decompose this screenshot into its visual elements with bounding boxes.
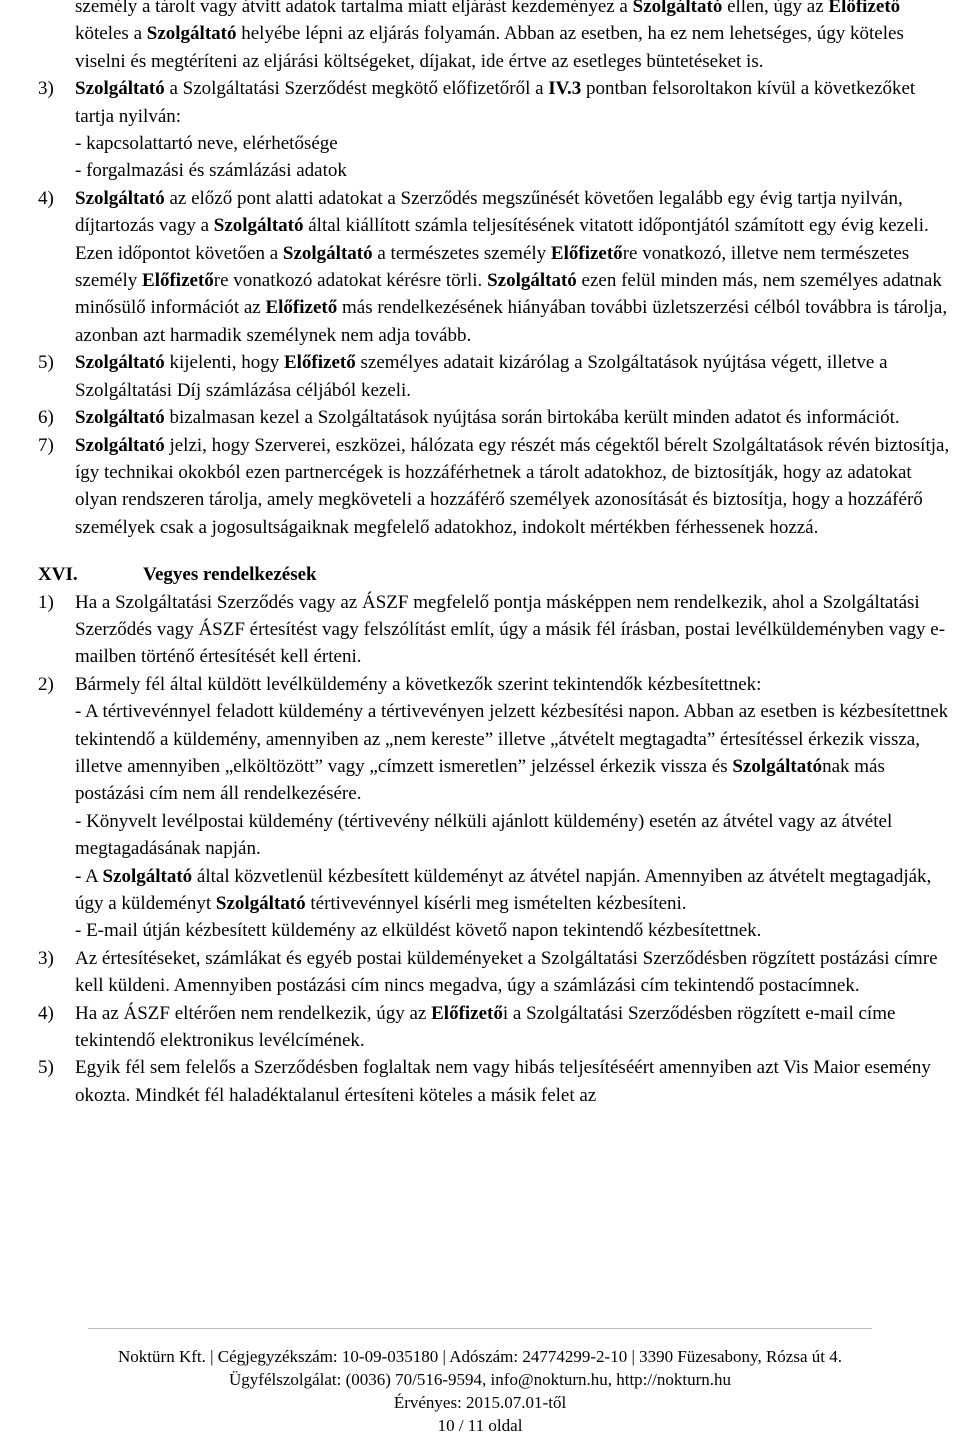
list-item-text: Szolgáltató az előző pont alatti adatokat a Szerződés megszűnését követően legalább egy évig tartja nyilván, díjtartozás vagy a Szolgáltató által kiállított számla teljesítésének vitatott időpontjától számított egy évig kezeli. Ezen időpontot követően a Szolgáltató a természetes személy Előfizetőre vonatkozó, illetve nem természetes személy Előfizetőre vonatkozó adatokat kérésre törli. Szolgáltató ezen felül minden más, nem személyes adatnak minősülő információt az Előfizető más rendelkezésének hiányában további üzletszerzési célból továbbra is tárolja, azonban azt harmadik személynek nem adja tovább. <box>75 187 948 346</box>
footer-validity-line: Érvényes: 2015.07.01-től <box>393 1393 567 1412</box>
list-item-text: Ha az ÁSZF eltérően nem rendelkezik, úgy az Előfizetői a Szolgáltatási Szerződésben rögzített e-mail címe tekintendő elektronikus levélcímének. <box>75 1002 896 1052</box>
list-item-number: 1) <box>38 591 54 613</box>
provision-item <box>38 1054 956 1109</box>
footer-contact-line: Ügyfélszolgálat: (0036) 70/516-9594, info@nokturn.hu, http://nokturn.hu <box>229 1370 731 1389</box>
data-handling-item <box>38 349 956 404</box>
list-item-text: Ha a Szolgáltatási Szerződés vagy az ÁSZF megfelelő pontja másképpen nem rendelkezik, ahol a Szolgáltatási Szerződés vagy ÁSZF értesítést vagy felszólítást említ, úgy a másik fél írásban, postai levélküldeményben vagy e-mailben történő értesítését kell érteni. <box>75 591 946 668</box>
list-item-text: Egyik fél sem felelős a Szerződésben foglaltak nem vagy hibás teljesítéséért amennyiben azt Vis Maior esemény okozta. Mindkét fél haladéktalanul értesíteni köteles a másik felet az <box>75 1057 931 1106</box>
footer-page-number: 10 / 11 oldal <box>437 1416 523 1435</box>
list-item-text: Szolgáltató bizalmasan kezel a Szolgáltatások nyújtása során birtokába került minden adatot és információt. <box>75 407 900 429</box>
data-handling-item <box>38 432 956 542</box>
list-item-number: 4) <box>38 187 54 209</box>
provision-item <box>38 589 956 671</box>
list-item-number: 6) <box>38 407 54 429</box>
list-item-text: Szolgáltató a Szolgáltatási Szerződést megkötő előfizetőről a IV.3 pontban felsoroltakon kívül a következőket tartja nyilván: - kapcsolattartó neve, elérhetősége - forgalmazási és számlázási adatok <box>75 78 916 182</box>
page-footer <box>0 1345 960 1437</box>
footer-company-line: Noktürn Kft. | Cégjegyzékszám: 10-09-035180 | Adószám: 24774299-2-10 | 3390 Füzesabony, Rózsa út 4. <box>118 1347 842 1366</box>
list-item-text: Szolgáltató kijelenti, hogy Előfizető személyes adatait kizárólag a Szolgáltatások nyújtása végett, illetve a Szolgáltatási Díj számlázása céljából kezeli. <box>75 352 888 401</box>
data-handling-item <box>38 75 956 185</box>
list-item-text: Bármely fél által küldött levélküldemény a következők szerint tekintendők kézbesítettnek: - A tértivevénnyel feladott küldemény a tértivevényen jelzett kézbesítési napon. Abban az esetben is kézbesítettnek tekintendő a küldemény, amennyiben az „nem kereste” illetve „átvételt megtagadta” értesítéssel érkezik vissza, illetve amennyiben „elköltözött” vagy „címzett ismeretlen” jelzéssel érkezik vissza és Szolgáltatónak más postázási cím nem áll rendelkezésére. - Könyvelt levélpostai küldemény (tértivevény nélküli ajánlott küldemény) esetén az átvétel vagy az átvétel megtagadásának napján. - A Szolgáltató által közvetlenül kézbesített küldeményt az átvétel napján. Amennyiben az átvételt megtagadják, úgy a küldeményt Szolgáltató tértivevénnyel kísérli meg ismételten kézbesíteni. - E-mail útján kézbesített küldemény az elküldést követő napon tekintendő kézbesítettnek. <box>75 673 949 942</box>
list-item-number: 4) <box>38 1002 54 1024</box>
list-item-number: 2) <box>38 673 54 695</box>
list-item-number: 3) <box>38 947 54 969</box>
list-item-text: Szolgáltató jelzi, hogy Szerverei, eszközei, hálózata egy részét más cégektől bérelt Szolgáltatások révén biztosítja, így technikai okokból ezen partnercégek is hozzáférhetnek a tárolt adatokhoz, de biztosítják, hogy az adatokat olyan rendszeren tárolja, amely megköveteli a hozzáférő személyek azonosítását és biztosítja, hogy a hozzáférő személyek csak a jogosultságaiknak megfelelő adatokhoz, indokolt mértékben férhessenek hozzá. <box>75 434 950 538</box>
data-handling-item <box>38 185 956 349</box>
intro-paragraph: személy a tárolt vagy átvitt adatok tartalma miatt eljárást kezdeményez a Szolgáltató ellen, úgy az Előfizető köteles a Szolgáltató helyébe lépni az eljárás folyamán. Abban az esetben, ha ez nem lehetséges, úgy köteles viselni és megtéríteni az eljárási költségeket, díjakat, ide értve az esetleges büntetéseket is. <box>75 0 904 72</box>
provision-item <box>38 1000 956 1055</box>
list-item-text: Az értesítéseket, számlákat és egyéb postai küldeményeket a Szolgáltatási Szerződésben rögzített postázási címre kell küldeni. Amennyiben postázási cím nincs megadva, úgy a számlázási cím tekintendő postacímnek. <box>75 947 938 997</box>
document-body <box>38 0 956 1109</box>
provision-item <box>38 671 956 945</box>
section-heading <box>38 561 956 588</box>
provision-item <box>38 945 956 1000</box>
data-handling-list <box>38 75 956 541</box>
footer-divider <box>88 1328 872 1329</box>
list-item-number: 5) <box>38 352 54 374</box>
section-number: XVI. <box>38 564 78 586</box>
section-title: Vegyes rendelkezések <box>143 564 317 586</box>
data-handling-item <box>38 404 956 431</box>
list-item-number: 5) <box>38 1057 54 1079</box>
misc-provisions-list <box>38 589 956 1110</box>
list-item-number: 3) <box>38 78 54 100</box>
list-item-number: 7) <box>38 434 54 456</box>
